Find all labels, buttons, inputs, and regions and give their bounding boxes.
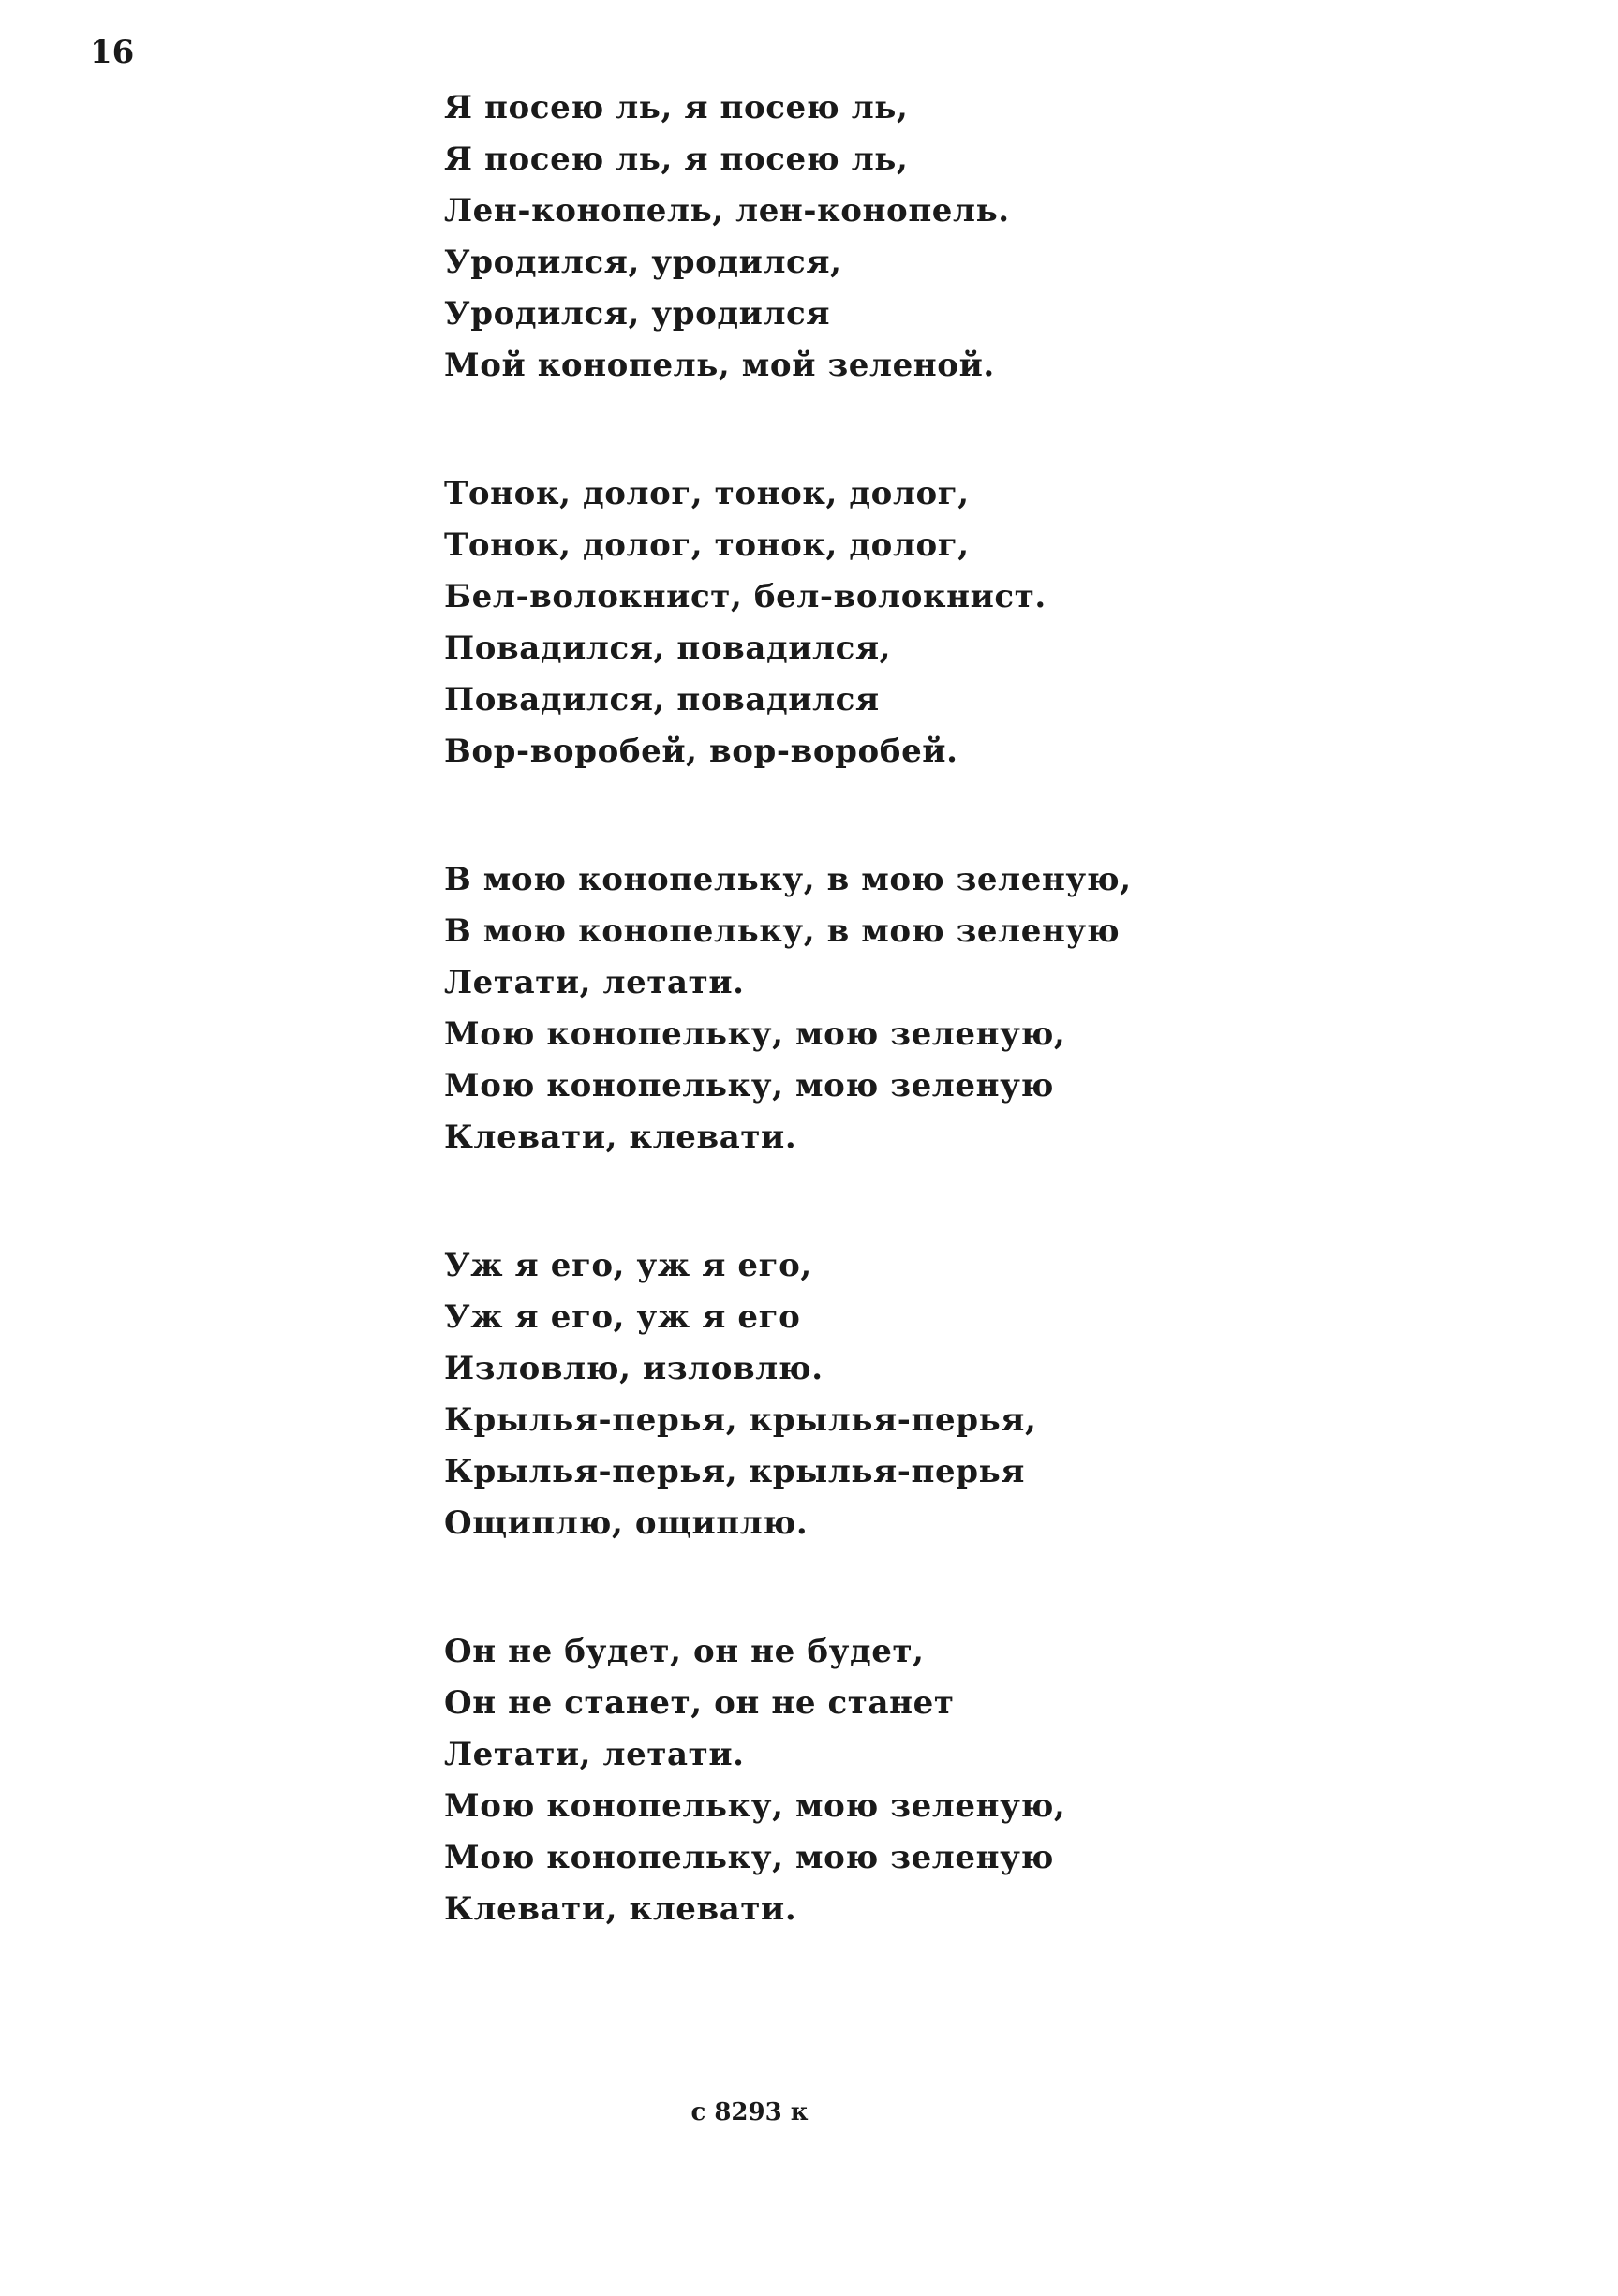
poem-line: Бел-волокнист, бел-волокнист.: [444, 578, 1047, 615]
poem-line: Он не будет, он не будет,: [444, 1633, 925, 1670]
poem-line: Тонок, долог, тонок, долог,: [444, 526, 970, 564]
poem-line: Мою конопельку, мою зеленую: [444, 1839, 1054, 1876]
stanza-4: [444, 1240, 1287, 1549]
poem-line: Я посею ль, я посею ль,: [444, 141, 909, 178]
page-number: 16: [90, 34, 135, 71]
poem-line: Тонок, долог, тонок, долог,: [444, 475, 970, 512]
poem-line: Уж я его, уж я его: [444, 1298, 801, 1336]
stanza-3: [444, 854, 1287, 1163]
poem-line: Повадился, повадился: [444, 681, 880, 718]
poem-line: Повадился, повадился,: [444, 630, 892, 667]
poem-line: Ощиплю, ощиплю.: [444, 1504, 809, 1542]
poem-line: Мою конопельку, мою зеленую: [444, 1067, 1054, 1104]
poem-line: Мою конопельку, мою зеленую,: [444, 1787, 1066, 1825]
poem-line: В мою конопельку, в мою зеленую,: [444, 861, 1132, 898]
footer-code: c 8293 к: [690, 2098, 809, 2126]
poem-line: Я посею ль, я посею ль,: [444, 89, 909, 126]
poem-line: В мою конопельку, в мою зеленую: [444, 912, 1121, 950]
poem-line: Мою конопельку, мою зеленую,: [444, 1015, 1066, 1053]
poem-line: Лен-конопель, лен-конопель.: [444, 192, 1010, 230]
poem-line: Уж я его, уж я его,: [444, 1247, 812, 1284]
poem-line: Вор-воробей, вор-воробей.: [444, 733, 958, 770]
stanza-2: [444, 468, 1287, 778]
poem-line: Изловлю, изловлю.: [444, 1350, 824, 1387]
poem-line: Клевати, клевати.: [444, 1890, 797, 1928]
poem-line: Он не станет, он не станет: [444, 1684, 955, 1722]
poem-line: Летати, летати.: [444, 1736, 745, 1773]
poem-line: Уродился, уродился,: [444, 244, 842, 281]
poem-text: [444, 82, 1287, 1935]
poem-line: Клевати, клевати.: [444, 1118, 797, 1156]
poem-line: Мой конопель, мой зеленой.: [444, 347, 995, 384]
poem-line: Уродился, уродился: [444, 295, 831, 333]
stanza-1: [444, 82, 1287, 392]
stanza-5: [444, 1626, 1287, 1935]
poem-line: Крылья-перья, крылья-перья: [444, 1453, 1025, 1490]
poem-line: Крылья-перья, крылья-перья,: [444, 1401, 1037, 1439]
poem-line: Летати, летати.: [444, 964, 745, 1001]
